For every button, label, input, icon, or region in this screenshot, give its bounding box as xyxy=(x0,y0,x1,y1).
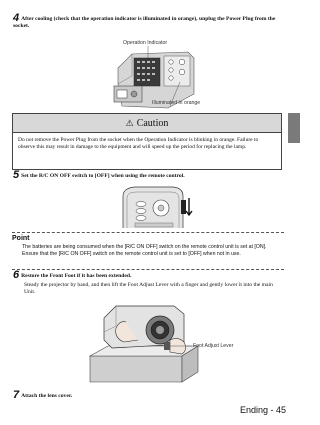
caution-title: Caution xyxy=(136,117,169,129)
step-number: 4 xyxy=(13,12,20,24)
page-footer: Ending - 45 xyxy=(239,405,286,415)
remote-control-illustration xyxy=(117,184,197,230)
step-text: Set the R/C ON OFF switch to [OFF] when using the remote control. xyxy=(21,173,185,179)
step-number: 5 xyxy=(13,169,20,181)
caution-header xyxy=(13,114,281,133)
point-title: Point xyxy=(12,235,30,242)
step-6-body: Steady the projector by hand, and then lift the Foot Adjust Lever with a finger and gently lower it into the main Unit. xyxy=(24,282,273,296)
step-number: 7 xyxy=(13,389,20,401)
step-4 xyxy=(13,12,281,30)
illuminated-orange-label: Illuminated in orange xyxy=(152,100,201,106)
step-number: 6 xyxy=(13,269,20,281)
point-divider xyxy=(12,269,284,270)
caution-box xyxy=(12,113,282,170)
step-5 xyxy=(13,169,281,181)
step-text: Restore the Front Foot if it has been extended. xyxy=(21,273,132,279)
step-6 xyxy=(13,269,281,281)
warning-triangle-icon: ⚠ xyxy=(125,117,134,128)
point-note xyxy=(12,232,284,257)
step-7 xyxy=(13,389,281,401)
point-text: The batteries are being consumed when the [R/C ON OFF] switch on the remote control unit is set at [ON]. Ensure that the [R/C ON OFF] switch on the remote control unit is set to [OFF] when not in use. xyxy=(22,244,267,257)
section-side-tab xyxy=(288,113,300,143)
caution-text: Do not remove the Power Plug from the socket when the Operation Indicator is blinking in orange. Failure to observe this may result in damage to the equipment and will speed up the period for replacing the lamp. xyxy=(18,137,259,151)
step-text: After cooling (check that the operation indicator is illuminated in orange), unplug the Power Plug from the socket. xyxy=(13,16,276,29)
foot-adjust-lever-label: Foot Adjust Lever xyxy=(193,343,234,349)
operation-indicator-label: Operation Indicator xyxy=(123,40,168,46)
step-text: Attach the lens cover. xyxy=(21,393,73,399)
projector-foot-adjust-illustration xyxy=(86,296,206,386)
